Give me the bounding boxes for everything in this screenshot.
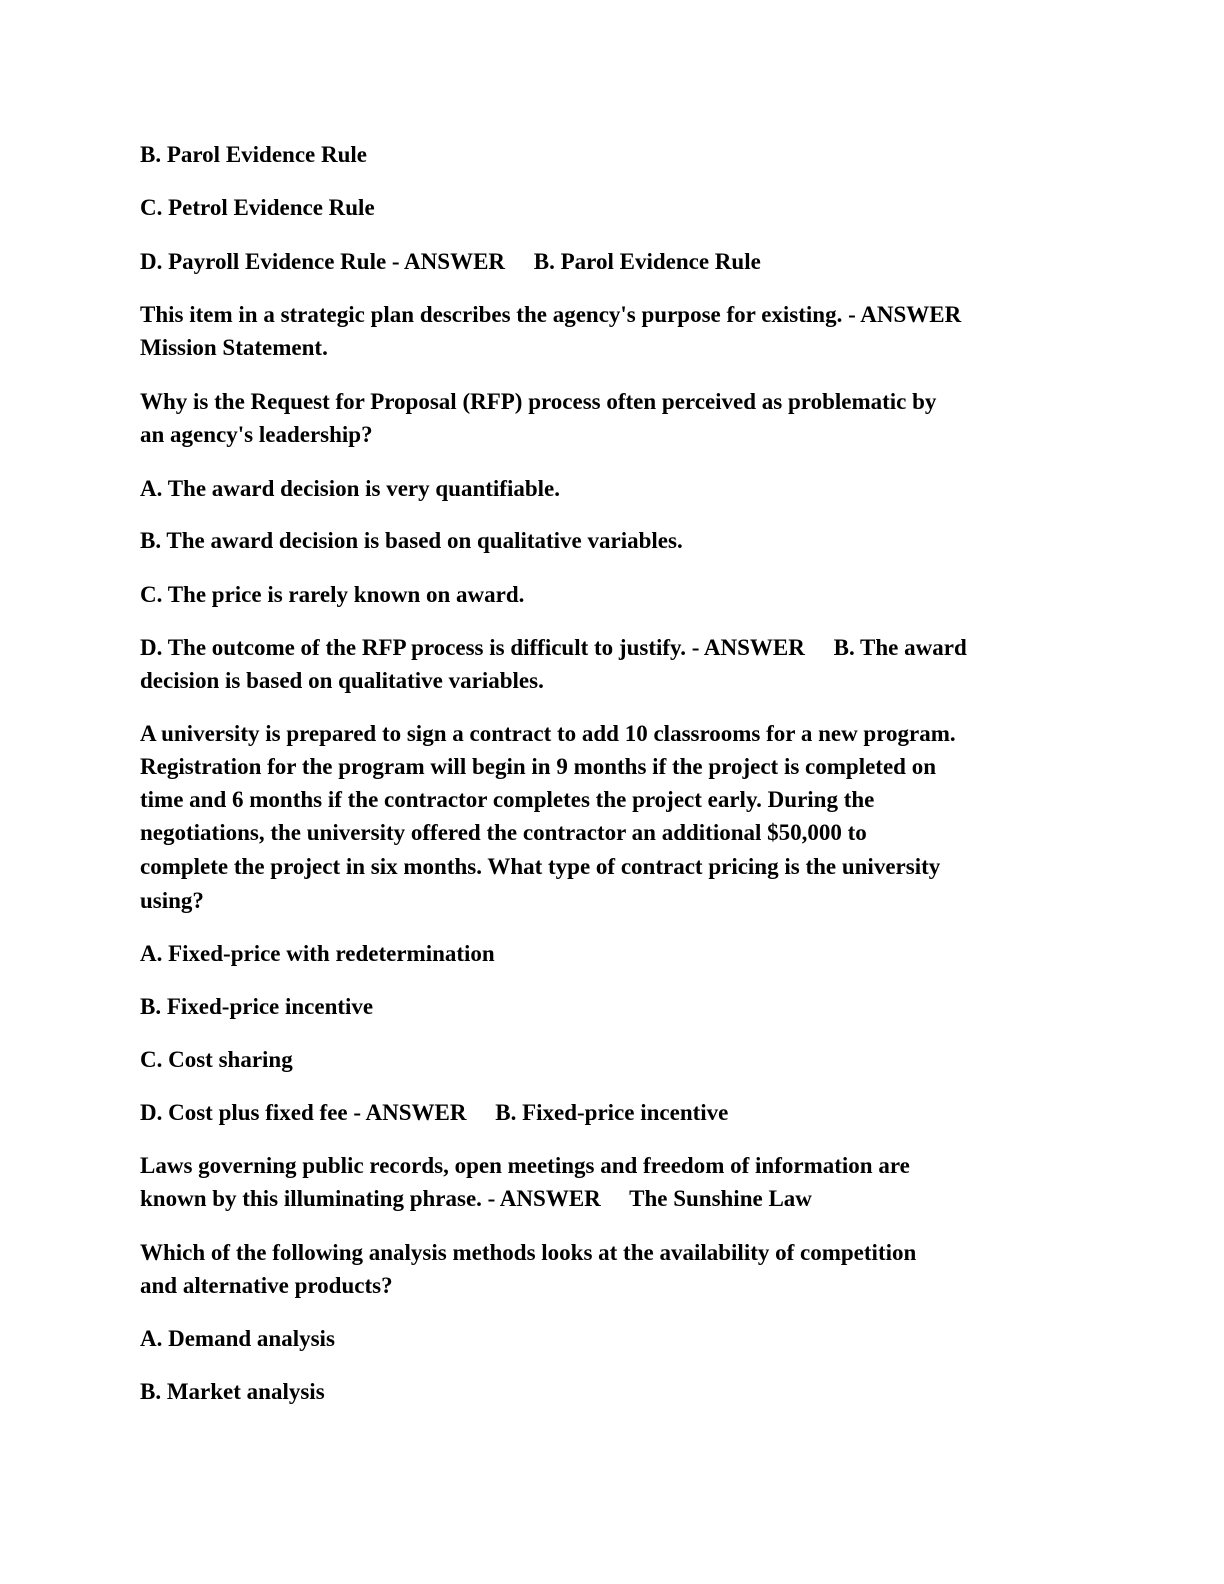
question-text: using? — [140, 888, 204, 913]
option-text: B. The award decision is based on qualitative variables. — [140, 528, 683, 553]
question-text: Registration for the program will begin in 9 months if the project is completed on — [140, 754, 937, 779]
question-text: Laws governing public records, open meetings and freedom of information are — [140, 1153, 910, 1178]
question-text: Which of the following analysis methods looks at the availability of competition — [140, 1240, 917, 1265]
question-text: Why is the Request for Proposal (RFP) process often perceived as problematic by — [140, 389, 937, 414]
question-text: an agency's leadership? — [140, 422, 373, 447]
answer-text: D. Cost plus fixed fee - ANSWER B. Fixed-price incentive — [140, 1100, 729, 1125]
question-text: time and 6 months if the contractor completes the project early. During the — [140, 787, 875, 812]
answer-text: decision is based on qualitative variables. — [140, 668, 544, 693]
option-text: A. Demand analysis — [140, 1326, 335, 1351]
option-text: A. The award decision is very quantifiable. — [140, 476, 560, 501]
question-text: and alternative products? — [140, 1273, 393, 1298]
option-text: C. Cost sharing — [140, 1047, 293, 1072]
answer-text: Mission Statement. — [140, 335, 328, 360]
question-text: A university is prepared to sign a contract to add 10 classrooms for a new program. — [140, 721, 956, 746]
option-text: B. Parol Evidence Rule — [140, 142, 368, 167]
question-text: complete the project in six months. What type of contract pricing is the university — [140, 854, 941, 879]
option-text: C. Petrol Evidence Rule — [140, 195, 375, 220]
option-text: A. Fixed-price with redetermination — [140, 941, 495, 966]
answer-text: D. The outcome of the RFP process is difficult to justify. - ANSWER B. The award — [140, 635, 967, 660]
question-text: negotiations, the university offered the contractor an additional $50,000 to — [140, 820, 867, 845]
option-text: B. Market analysis — [140, 1379, 325, 1404]
question-text: This item in a strategic plan describes the agency's purpose for existing. - ANSWER — [140, 302, 962, 327]
answer-text: known by this illuminating phrase. - ANSWER The Sunshine Law — [140, 1186, 812, 1211]
answer-text: D. Payroll Evidence Rule - ANSWER B. Parol Evidence Rule — [140, 249, 761, 274]
option-text: C. The price is rarely known on award. — [140, 582, 525, 607]
option-text: B. Fixed-price incentive — [140, 994, 374, 1019]
